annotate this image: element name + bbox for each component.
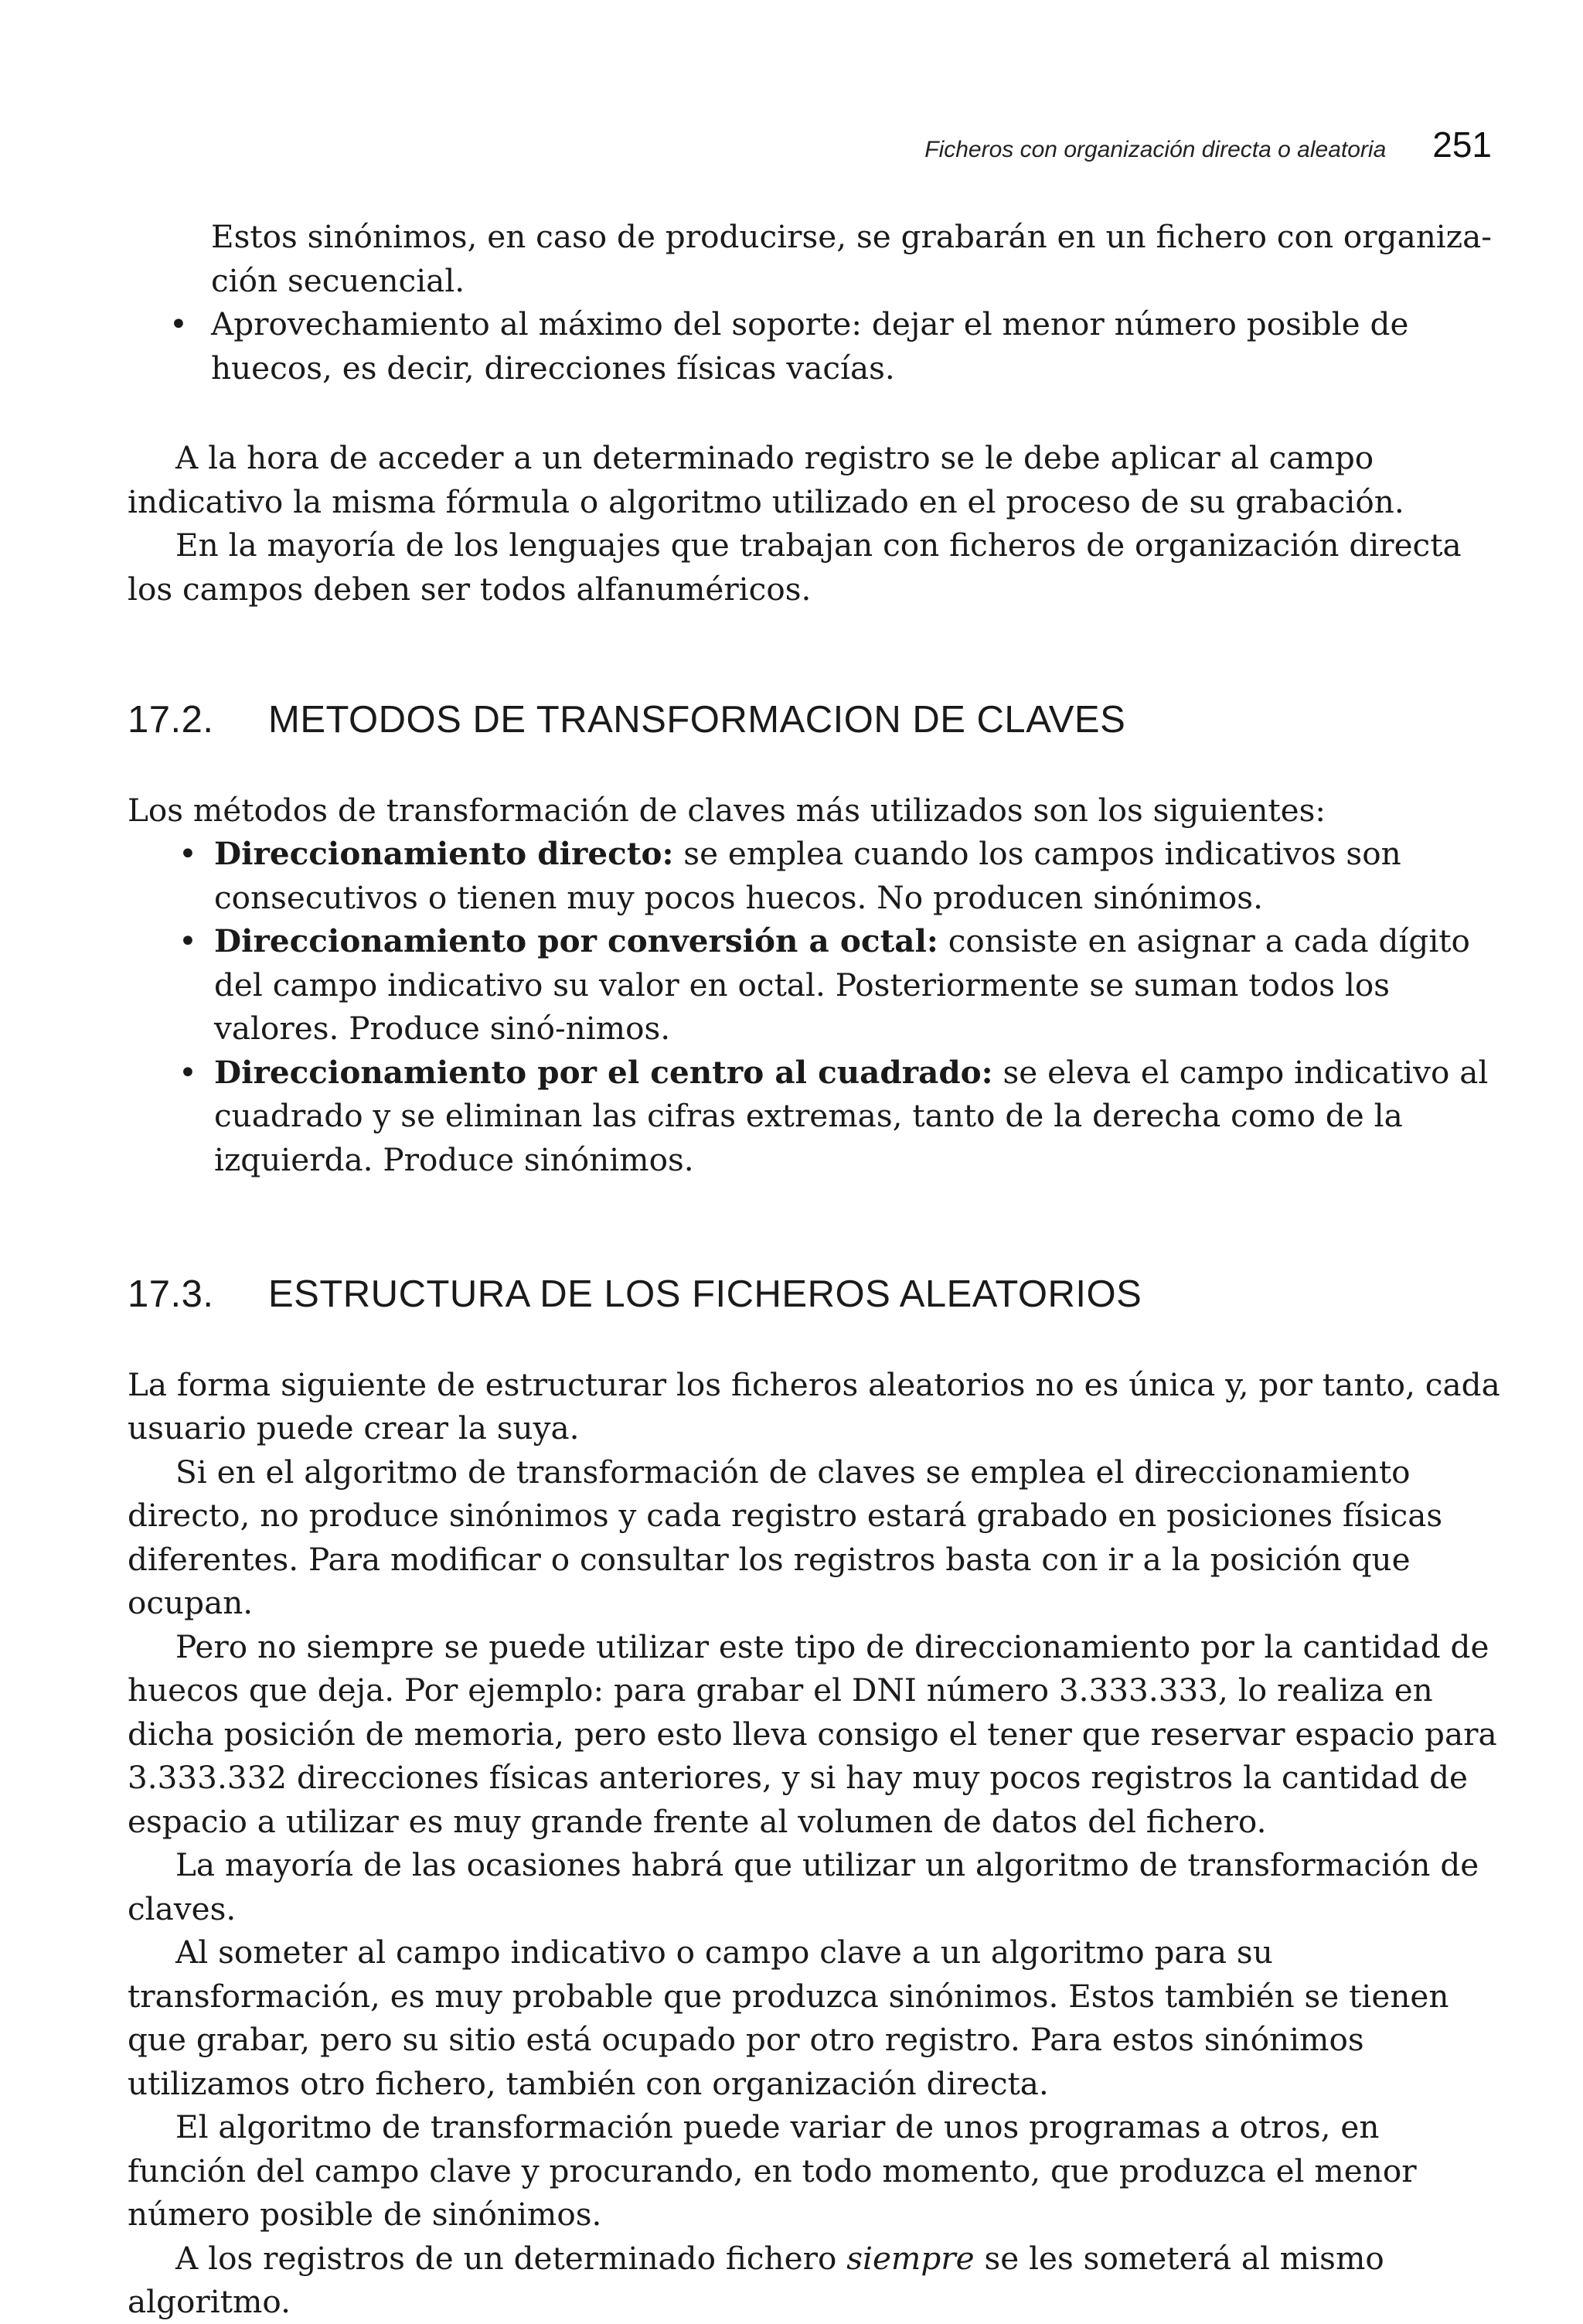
section-heading-17-2 <box>128 698 1503 742</box>
list-item-support <box>128 302 1503 390</box>
paragraph: La mayoría de las ocasiones habrá que utilizar un algoritmo de transformación de claves. <box>128 1846 1479 1927</box>
section-title: ESTRUCTURA DE LOS FICHEROS ALEATORIOS <box>268 1273 1142 1315</box>
section-number: 17.3. <box>128 1273 214 1315</box>
last-paragraph-start: A los registros de un determinado fichero <box>175 2239 847 2277</box>
spacer <box>128 1181 1503 1273</box>
methods-list <box>128 832 1503 1181</box>
last-paragraph <box>128 2237 1503 2324</box>
section-number: 17.2. <box>128 699 214 741</box>
emphasized-word: siempre <box>846 2239 975 2277</box>
paragraph: Al someter al campo indicativo o campo clave a un algoritmo para su transformación, es muy probable que produzca sinónimos. Estos también se tienen que grabar, pero su sitio está ocupado por otro registro. Para estos sinónimos utilizamos otro fichero, también con organización directa. <box>128 1934 1449 2102</box>
page-number: 251 <box>1432 124 1492 165</box>
continued-text: Estos sinónimos, en caso de producirse, se grabarán en un fichero con organiza-ción secuencial. <box>211 218 1492 299</box>
method-term: Direccionamiento directo: <box>214 835 674 872</box>
list-item-method <box>128 919 1503 1051</box>
list-item-continued <box>128 215 1503 302</box>
paragraph: El algoritmo de transformación puede variar de unos programas a otros, en función del campo clave y procurando, en todo momento, que produzca el menor número posible de sinónimos. <box>128 2108 1417 2233</box>
spacer <box>128 611 1503 698</box>
spacer <box>128 742 1503 789</box>
running-title: Ficheros con organización directa o aleatoria <box>924 137 1387 162</box>
section-intro: Los métodos de transformación de claves más utilizados son los siguientes: <box>128 791 1326 829</box>
bullet-dot-icon: • <box>179 922 197 959</box>
last-paragraph-end: se les someterá al mismo algoritmo. <box>128 2239 1384 2320</box>
paragraph: Si en el algoritmo de transformación de claves se emplea el direccionamiento directo, no produce sinónimos y cada registro estará grabado en posiciones físicas diferentes. Para modificar o consultar los registros basta con ir a la posición que ocupan. <box>128 1453 1443 1621</box>
bullet-dot-icon: • <box>179 1053 197 1091</box>
continued-list <box>128 215 1503 390</box>
method-text: se eleva el campo indicativo al cuadrado y se eliminan las cifras extremas, tanto de la derecha como de la izquierda. Produce sinónimos. <box>214 1053 1489 1178</box>
bullet-text: Aprovechamiento al máximo del soporte: dejar el menor número posible de huecos, es decir, direcciones físicas vacías. <box>211 305 1409 387</box>
method-text: consiste en asignar a cada dígito del campo indicativo su valor en octal. Posteriormente se suman todos los valores. Produce sinó-nimos. <box>214 922 1470 1047</box>
spacer <box>128 390 1503 436</box>
page-body <box>128 215 1503 2324</box>
method-text: se emplea cuando los campos indicativos son consecutivos o tienen muy pocos huecos. No producen sinónimos. <box>214 835 1401 916</box>
paragraph: La forma siguiente de estructurar los ficheros aleatorios no es única y, por tanto, cada usuario puede crear la suya. <box>128 1365 1500 1447</box>
paragraph: En la mayoría de los lenguajes que trabajan con ficheros de organización directa los campos deben ser todos alfanuméricos. <box>128 526 1462 608</box>
spacer <box>128 1317 1503 1363</box>
section-title: METODOS DE TRANSFORMACION DE CLAVES <box>268 699 1126 741</box>
running-header <box>812 124 1492 165</box>
method-term: Direccionamiento por el centro al cuadrado: <box>214 1053 993 1091</box>
paragraph: A la hora de acceder a un determinado registro se le debe aplicar al campo indicativo la misma fórmula o algoritmo utilizado en el proceso de su grabación. <box>128 439 1404 520</box>
list-item-method <box>128 832 1503 919</box>
section-heading-17-3 <box>128 1273 1503 1317</box>
bullet-dot-icon: • <box>169 305 188 342</box>
bullet-dot-icon: • <box>179 835 197 872</box>
paragraph: Pero no siempre se puede utilizar este tipo de direccionamiento por la cantidad de huecos que deja. Por ejemplo: para grabar el DNI número 3.333.333, lo realiza en dicha posición de memoria, pero esto lleva consigo el tener que reservar espacio para 3.333.332 direcciones físicas anteriores, y si hay muy pocos registros la cantidad de espacio a utilizar es muy grande frente al volumen de datos del fichero. <box>128 1627 1497 1840</box>
method-term: Direccionamiento por conversión a octal: <box>214 922 938 959</box>
list-item-method <box>128 1051 1503 1182</box>
